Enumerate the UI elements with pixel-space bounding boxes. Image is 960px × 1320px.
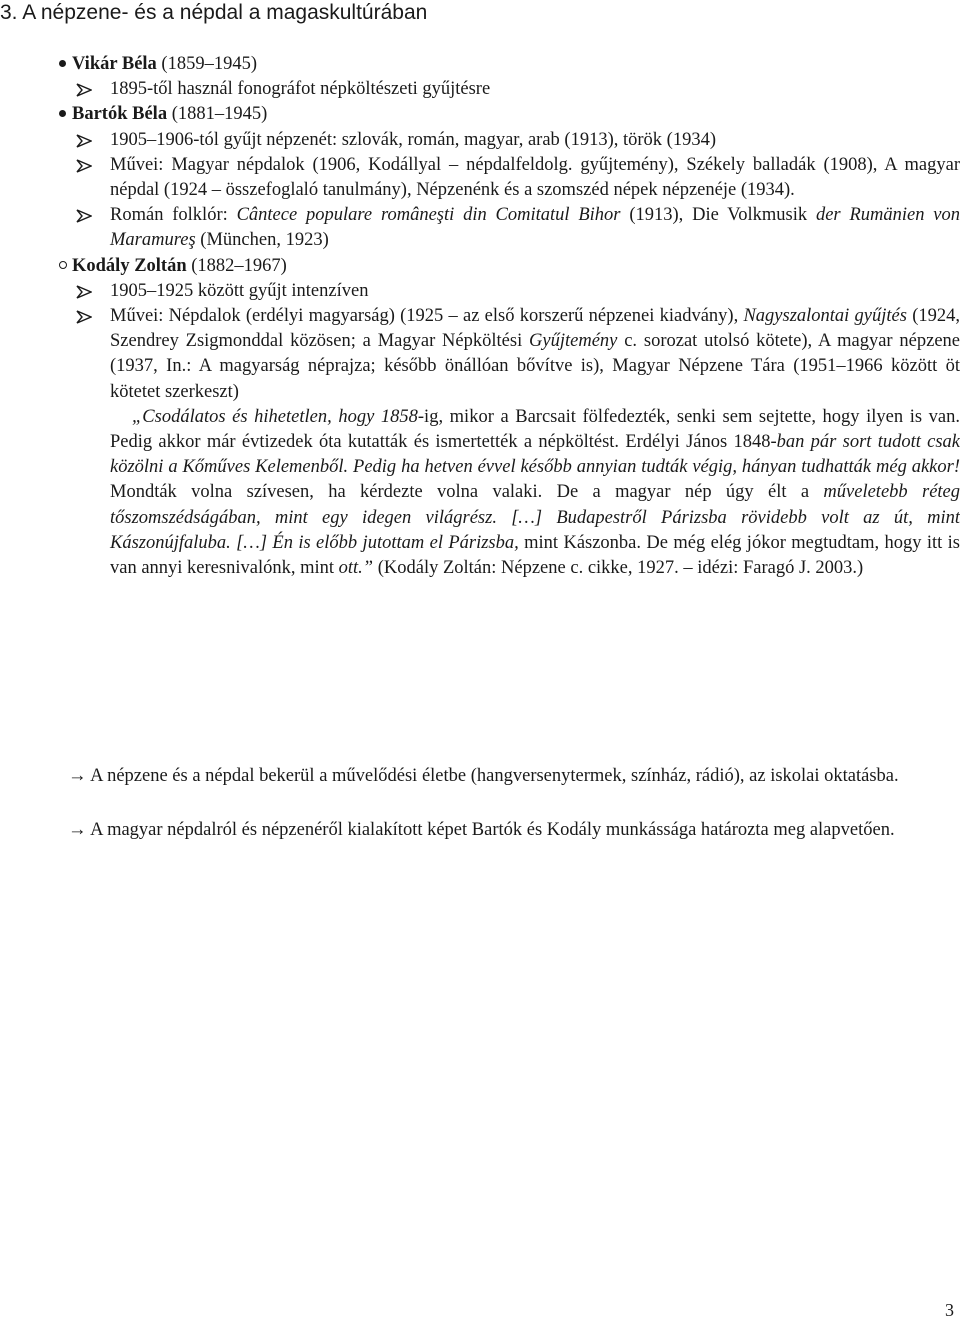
italic-run: ott.” [338, 558, 374, 579]
person-name: Kodály Zoltán [72, 255, 187, 276]
person-name: Vikár Béla [72, 54, 157, 74]
text-run: Művei: Népdalok (erdélyi magyarság) (1925 – az első korszerű népzenei kiadvány), [110, 306, 744, 327]
arrowhead-bullet-icon [76, 203, 96, 223]
text-run: (1913), Die Volkmusik [620, 205, 816, 226]
person-years: (1859–1945) [156, 54, 257, 74]
person-years: (1882–1967) [186, 255, 287, 276]
point-item [0, 203, 960, 253]
text-run: (München, 1923) [195, 230, 329, 251]
italic-run: Cântece populare româneşti din Comitatul Bihor [236, 205, 621, 226]
text-run: mint Kászonba. De még elég jókor megtudtam, hogy itt is van annyi keresnivalónk, mint [110, 532, 960, 579]
person-name: Bartók Béla [72, 104, 168, 125]
outline-list [0, 52, 960, 581]
text-run: 1905–1906-tól gyűjt népzenét: szlovák, román, magyar, arab (1913), török (1934) [110, 129, 717, 150]
text-run: c. sorozat utolsó kötete), A magyar népzene (1937, In.: A magyarság néprajza; később önállóan bővítve is), Magyar Népzene Tára (1951–1966 között öt kötetet szerkeszt) [110, 331, 960, 402]
arrowhead-bullet-icon [76, 304, 96, 324]
arrow-note: → A magyar népdalról és népzenéről kialakított képet Bartók és Kodály munkássága határozta meg alapvetően. [68, 820, 895, 840]
point-text [110, 130, 716, 150]
arrowhead-bullet-icon [76, 279, 96, 299]
point-text [110, 205, 960, 250]
point-text [110, 155, 960, 200]
point-item [0, 77, 960, 102]
text-run: (Kodály Zoltán: Népzene c. cikke, 1927. – idézi: Faragó J. 2003.) [373, 558, 864, 579]
text-run: Román folklór: [110, 205, 237, 226]
filled-dot-icon [54, 102, 70, 127]
arrowhead-bullet-icon [76, 153, 96, 173]
quote-block [110, 405, 960, 581]
point-text [110, 281, 368, 301]
point-item [0, 279, 960, 304]
point-item [0, 153, 960, 203]
text-run: Művei: Magyar népdalok (1906, Kodállyal – népdalfeldolg. gyűjtemény), Székely balladák (1908), A magyar népdal (1924 – összefoglaló tanulmány), Népzenénk és a szomszéd népek népzenéje (1934). [110, 154, 960, 201]
point-item [0, 304, 960, 581]
italic-run: Nagyszalontai gyűjtés [743, 306, 907, 327]
person-item-vikar [0, 52, 960, 77]
italic-run: der Rumänien von Maramureş [110, 205, 960, 251]
filled-dot-icon [54, 52, 70, 77]
point-text [110, 79, 490, 99]
arrow-note: → A népzene és a népdal bekerül a művelődési életbe (hangversenytermek, színház, rádió), az iskolai oktatásba. [68, 766, 899, 786]
person-item-kodaly [0, 254, 960, 279]
text-run: -ig, mikor a Barcsait fölfedezték, senki sem sejtette, hogy ilyen is van. Pedig akkor már évtizedek óta kutatták és ismertették a népköltést. Erdélyi János 1848- [110, 406, 960, 453]
arrowhead-bullet-icon [76, 128, 96, 148]
ring-dot-icon [55, 254, 71, 279]
italic-run: műveletebb réteg tőszomszédságában, mint egy idegen világrész. […] Budapestről Párizsba rövidebb volt az út, mint Kászonújfaluba. […] Én is előbb jutottam el Párizsba, [110, 482, 960, 553]
italic-run: Gyűjtemény [529, 331, 618, 352]
italic-run: ban pár sort tudott csak közölni a Kőműves Kelemenből. Pedig ha hetven évvel később annyian tudták végig, hányan tudhatták még akkor! [110, 432, 960, 478]
point-text [110, 306, 960, 402]
page-number: 3 [945, 1300, 954, 1320]
arrowhead-bullet-icon [76, 77, 96, 97]
person-years: (1881–1945) [167, 104, 268, 125]
section-title: 3. A népzene- és a népdal a magaskultúrában [0, 1, 428, 24]
text-run: (1924, Szendrey Zsigmonddal közösen; a Magyar Népköltési [110, 306, 960, 352]
text-run: 1895-től használ fonográfot népköltészeti gyűjtésre [110, 79, 491, 100]
person-item-bartok [0, 102, 960, 127]
italic-run: „Csodálatos és hihetetlen, hogy 1858 [132, 406, 418, 427]
text-run: 1905–1925 között gyűjt intenzíven [110, 280, 369, 301]
text-run: Mondták volna szívesen, ha kérdezte volna valaki. De a magyar nép úgy élt a [110, 482, 824, 503]
point-item [0, 128, 960, 153]
